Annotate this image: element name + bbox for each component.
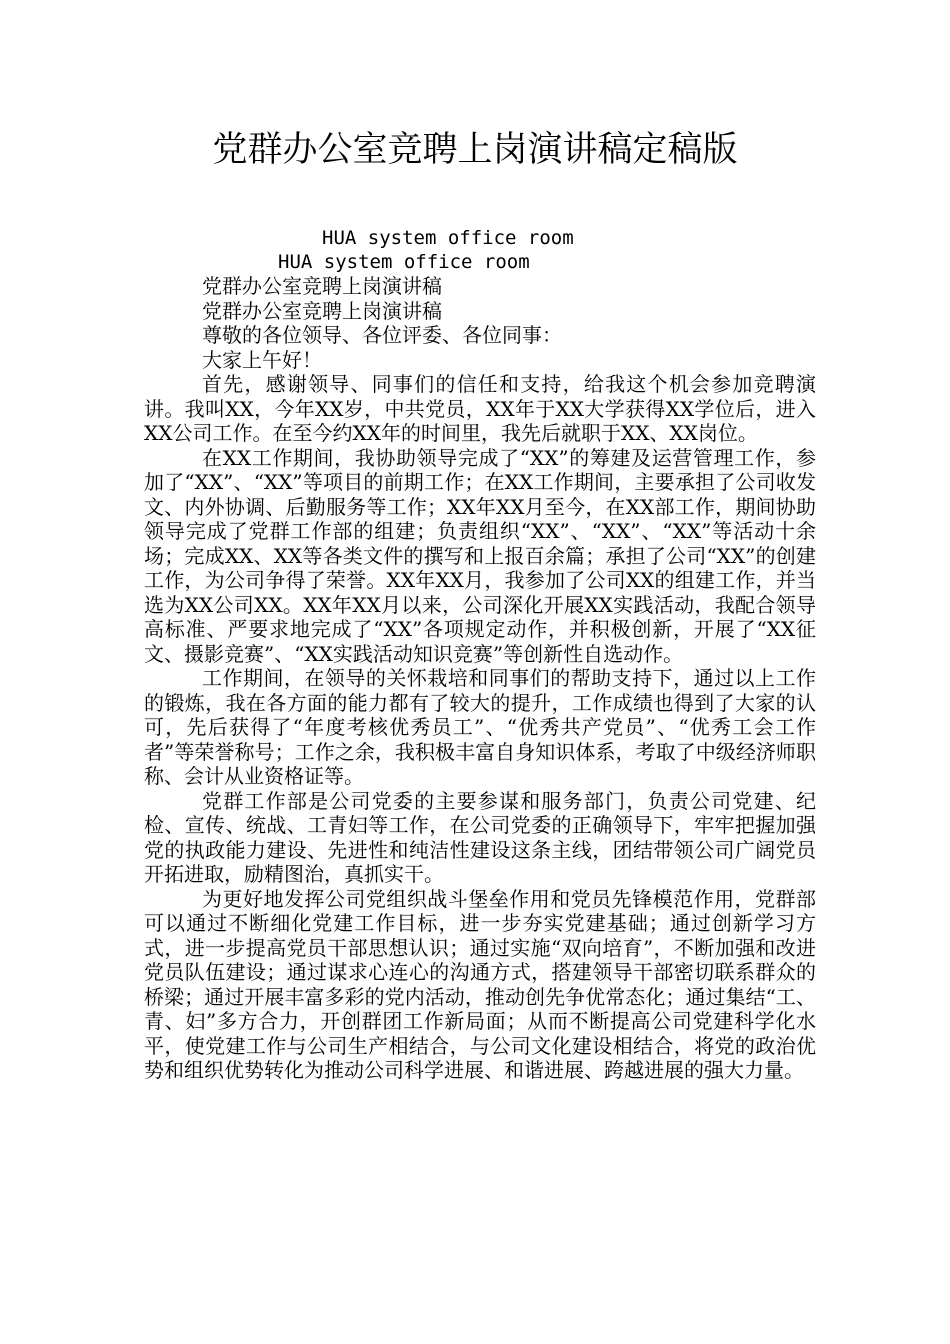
- paragraph-introduction: 首先，感谢领导、同事们的信任和支持，给我这个机会参加竞聘演讲。我叫XX，今年XX岁，中共党员，XX年于XX大学获得XX学位后，进入XX公司工作。在至今约XX年的时间里，我先后就职于XX、XX岗位。: [144, 372, 816, 445]
- speech-heading-1: 党群办公室竞聘上岗演讲稿: [202, 274, 442, 298]
- greeting: 大家上午好！: [202, 347, 322, 372]
- document-body: [144, 274, 816, 1083]
- paragraph-department-role: 党群工作部是公司党委的主要参谋和服务部门，负责公司党建、纪检、宣传、统战、工青妇等工作，在公司党委的正确领导下，牢牢把握加强党的执政能力建设、先进性和纯洁性建设这条主线，团结带领公司广阔党员开拓进取，励精图治，真抓实干。: [144, 788, 816, 886]
- english-subtitle-1: HUA system office room: [322, 227, 574, 249]
- paragraph-work-plan: 为更好地发挥公司党组织战斗堡垒作用和党员先锋模范作用，党群部可以通过不断细化党建工作目标，进一步夯实党建基础；通过创新学习方式，进一步提高党员干部思想认识；通过实施“双向培育”，不断加强和改进党员队伍建设；通过谋求心连心的沟通方式，搭建领导干部密切联系群众的桥梁；通过开展丰富多彩的党内活动，推动创先争优常态化；通过集结“工、青、妇”多方合力，开创群团工作新局面；从而不断提高公司党建科学化水平，使党建工作与公司生产相结合，与公司文化建设相结合，将党的政治优势和组织优势转化为推动公司科学进展、和谐进展、跨越进展的强大力量。: [144, 886, 816, 1082]
- salutation: 尊敬的各位领导、各位评委、各位同事：: [202, 323, 562, 347]
- paragraph-work-experience: 在XX工作期间，我协助领导完成了“XX”的筹建及运营管理工作，参加了“XX”、“XX”等项目的前期工作；在XX工作期间，主要承担了公司收发文、内外协调、后勤服务等工作；XX年XX月至今，在XX部工作，期间协助领导完成了党群工作部的组建；负责组织“XX”、“XX”、“XX”等活动十余场；完成XX、XX等各类文件的撰写和上报百余篇；承担了公司“XX”的创建工作，为公司争得了荣誉。XX年XX月，我参加了公司XX的组建工作，并当选为XX公司XX。XX年XX月以来，公司深化开展XX实践活动，我配合领导高标准、严要求地完成了“XX”各项规定动作，并积极创新，开展了“XX征文、摄影竞赛”、“XX实践活动知识竞赛”等创新性自选动作。: [144, 445, 816, 666]
- speech-heading-2: 党群办公室竞聘上岗演讲稿: [202, 298, 442, 323]
- document-title: 党群办公室竞聘上岗演讲稿定稿版: [212, 130, 738, 170]
- english-subtitle-2: HUA system office room: [278, 251, 530, 273]
- paragraph-achievements: 工作期间，在领导的关怀栽培和同事们的帮助支持下，通过以上工作的锻炼，我在各方面的能力都有了较大的提升，工作成绩也得到了大家的认可，先后获得了“年度考核优秀员工”、“优秀共产党员”、“优秀工会工作者”等荣誉称号；工作之余，我积极丰富自身知识体系，考取了中级经济师职称、会计从业资格证等。: [144, 666, 816, 788]
